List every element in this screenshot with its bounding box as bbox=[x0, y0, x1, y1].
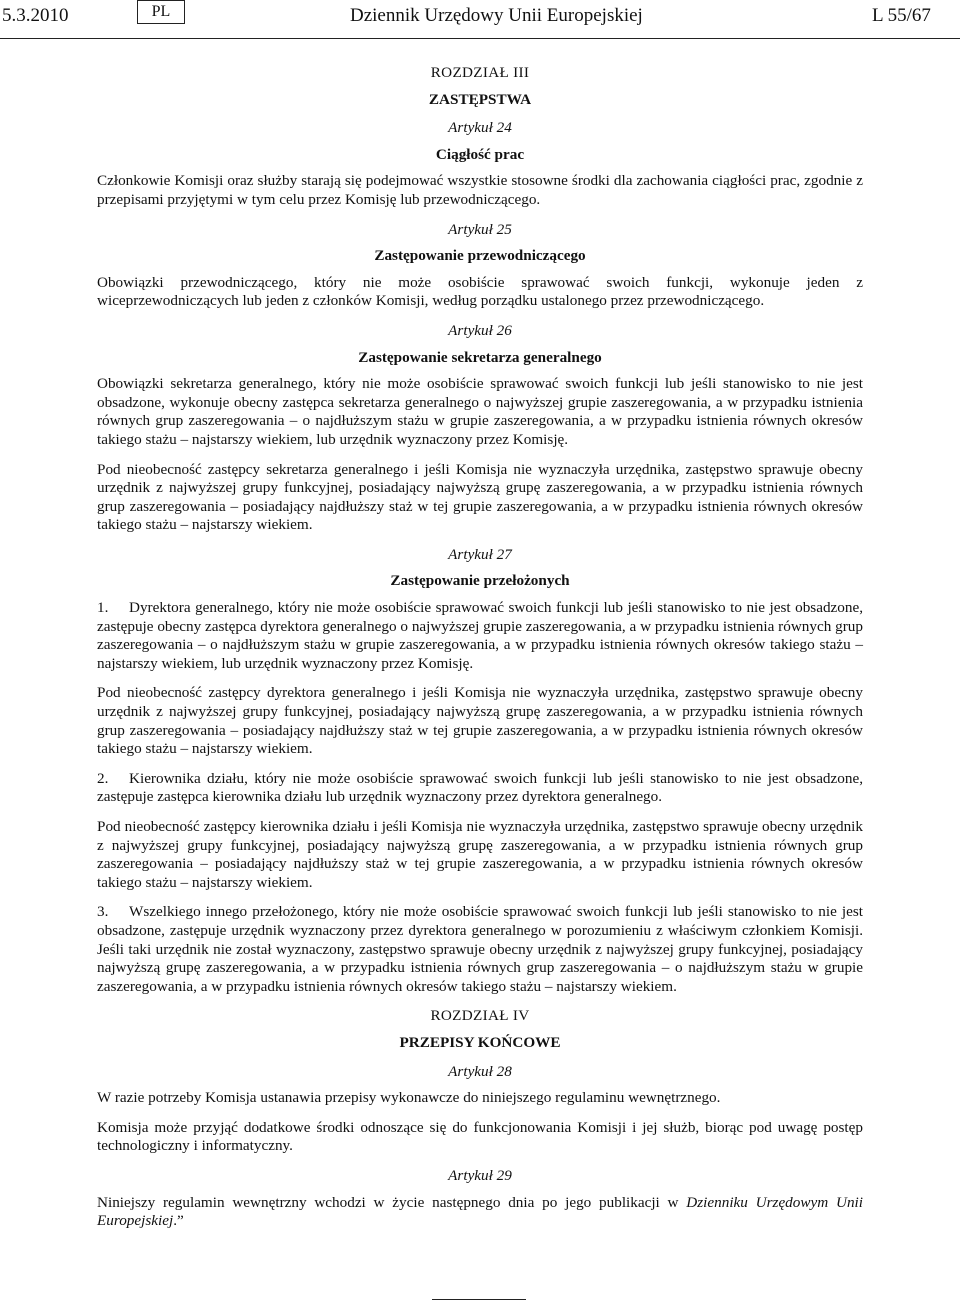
journal-name-italic: Dzienniku Urzędowym Unii Europejskiej bbox=[97, 1193, 863, 1230]
article-title: Zastępowanie przewodniczącego bbox=[374, 247, 586, 265]
paragraph: Pod nieobecność zastępcy sekretarza generalnego i jeśli Komisja nie wyznaczyła urzędnika, zastępstwo sprawuje obecny urzędnik z najwyższej grupy funkcyjnej, posiadający najwyższą grupę zaszeregowania, a w przypadku istnienia równych grup zaszeregowania – posiadający najdłuższy staż w tej grupie zaszeregowania, a w przypadku istnienia równych okresów takiego stażu – najstarszy wiekiem. bbox=[97, 460, 863, 534]
article-title: Zastępowanie sekretarza generalnego bbox=[358, 348, 602, 366]
paragraph: Obowiązki sekretarza generalnego, który nie może osobiście sprawować swoich funkcji lub jeśli stanowisko to nie jest obsadzone, wykonuje obecny zastępca sekretarza generalnego o najwyższej grupie zaszeregowania, a w przypadku istnienia równych grup zaszeregowania – o najdłuższym stażu w grupie zaszeregowania, a w przypadku istnienia równych okresów takiego stażu – najstarszy wiekiem, lub urzędnik wyznaczony przez Komisję. bbox=[97, 375, 863, 448]
numbered-paragraph bbox=[97, 770, 863, 807]
article-label: Artykuł 26 bbox=[448, 321, 512, 339]
article-label: Artykuł 29 bbox=[448, 1166, 512, 1184]
page-header bbox=[0, 0, 960, 39]
paragraph bbox=[97, 1194, 863, 1231]
header-date: 5.3.2010 bbox=[2, 5, 69, 26]
paragraph-text: Wszelkiego innego przełożonego, który nie może osobiście sprawować swoich funkcji lub jeśli stanowisko to nie jest obsadzone, zastępuje urzędnik wyznaczony przez dyrektora generalnego w porozumieniu z właściwym członkiem Komisji. Jeśli taki urzędnik nie został wyznaczony, zastępstwo sprawuje obecny urzędnik z najwyższej grupy funkcyjnej, posiadający najwyższą grupę zaszeregowania, a w przypadku istnienia równych grup zaszeregowania – o najdłuższym stażu w grupie zaszeregowania, a w przypadku istnienia równych okresów takiego stażu – najstarszy wiekiem. bbox=[97, 903, 863, 995]
document-body bbox=[97, 58, 863, 1242]
journal-title: Dziennik Urzędowy Unii Europejskiej bbox=[350, 5, 643, 26]
article-title: Ciągłość prac bbox=[435, 145, 525, 163]
paragraph: Komisja może przyjąć dodatkowe środki odnoszące się do funkcjonowania Komisji i jej służb, biorąc pod uwagę postęp technologiczny i informatyczny. bbox=[97, 1118, 863, 1155]
paragraph: Pod nieobecność zastępcy dyrektora generalnego i jeśli Komisja nie wyznaczyła urzędnika, zastępstwo sprawuje obecny urzędnik z najwyższej grupy funkcyjnej, posiadający najwyższą grupę zaszeregowania, a w przypadku istnienia równych grup zaszeregowania – posiadający najdłuższy staż w tej grupie zaszeregowania, a w przypadku istnienia równych okresów takiego stażu – najstarszy wiekiem. bbox=[97, 684, 863, 758]
numbered-paragraph bbox=[97, 903, 863, 996]
article-title: Zastępowanie przełożonych bbox=[390, 572, 570, 590]
chapter-label: ROZDZIAŁ III bbox=[430, 64, 530, 81]
paragraph-text: Kierownika działu, który nie może osobiście sprawować swoich funkcji lub jeśli stanowisko to nie jest obsadzone, zastępuje zastępca kierownika działu lub urzędnik wyznaczony przez dyrektora generalnego. bbox=[97, 769, 863, 806]
paragraph-text: Niniejszy regulamin wewnętrzny wchodzi w życie następnego dnia po jego publikacji w bbox=[97, 1193, 687, 1211]
paragraph: Obowiązki przewodniczącego, który nie może osobiście sprawować swoich funkcji, wykonuje jeden z wiceprzewodniczących lub jeden z członków Komisji, według porządku ustalonego przez przewodniczącego. bbox=[97, 273, 863, 310]
chapter-title: ZASTĘPSTWA bbox=[428, 90, 532, 108]
article-label: Artykuł 25 bbox=[448, 220, 512, 238]
language-badge: PL bbox=[137, 0, 185, 24]
numbered-paragraph bbox=[97, 599, 863, 673]
paragraph-text-end: .” bbox=[173, 1212, 184, 1230]
chapter-label: ROZDZIAŁ IV bbox=[430, 1007, 530, 1025]
article-label: Artykuł 27 bbox=[448, 545, 512, 563]
article-label: Artykuł 28 bbox=[448, 1062, 512, 1080]
paragraph-text: Dyrektora generalnego, który nie może osobiście sprawować swoich funkcji lub jeśli stanowisko to nie jest obsadzone, zastępuje obecny zastępca dyrektora generalnego o najwyższej grupie zaszeregowania, a w przypadku istnienia równych grup zaszeregowania – o najdłuższym stażu w grupie zaszeregowania, a w przypadku istnienia równych okresów takiego stażu – najstarszy wiekiem, lub urzędnik wyznaczony przez Komisję. bbox=[97, 599, 863, 672]
paragraph: W razie potrzeby Komisja ustanawia przepisy wykonawcze do niniejszego regulaminu wewnętrznego. bbox=[97, 1089, 721, 1107]
paragraph-number: 2. bbox=[97, 769, 109, 787]
paragraph: Członkowie Komisji oraz służby starają się podejmować wszystkie stosowne środki dla zachowania ciągłości prac, zgodnie z przepisami przyjętymi w tym celu przez Komisję lub przewodniczącego. bbox=[97, 172, 863, 208]
article-label: Artykuł 24 bbox=[448, 119, 512, 137]
page-number: L 55/67 bbox=[872, 5, 931, 26]
paragraph-number: 3. bbox=[97, 903, 109, 921]
paragraph: Pod nieobecność zastępcy kierownika działu i jeśli Komisja nie wyznaczyła urzędnika, zastępstwo sprawuje obecny urzędnik z najwyższej grupy funkcyjnej, posiadający najwyższą grupę zaszeregowania, a w przypadku istnienia równych grup zaszeregowania – posiadający najdłuższy staż w tej grupie zaszeregowania, a w przypadku istnienia równych okresów takiego stażu – najstarszy wiekiem. bbox=[97, 818, 863, 891]
footer-rule bbox=[432, 1299, 526, 1300]
paragraph-number: 1. bbox=[97, 599, 109, 617]
chapter-title: PRZEPISY KOŃCOWE bbox=[399, 1033, 561, 1051]
